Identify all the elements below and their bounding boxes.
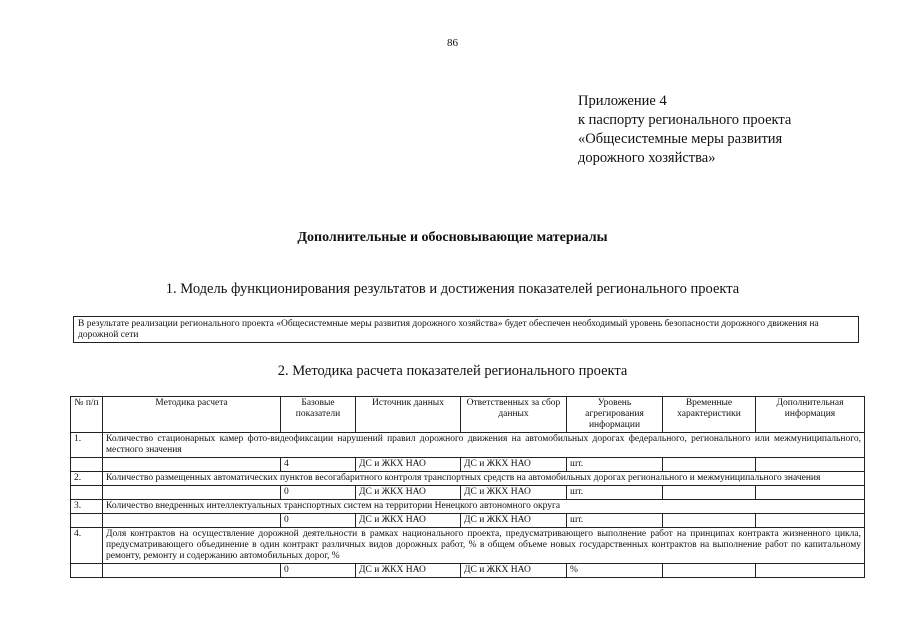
responsible: ДС и ЖКХ НАО	[461, 514, 567, 528]
table-row-values	[71, 486, 865, 500]
row-description: Количество внедренных интеллектуальных транспортных систем на территории Ненецкого автономного округа	[103, 500, 865, 514]
table-header-row	[71, 397, 865, 433]
data-source: ДС и ЖКХ НАО	[356, 564, 461, 578]
row-description: Количество стационарных камер фото-видеофиксации нарушений правил дорожного движения на автомобильных дорогах федерального, регионального или межмуниципального, местного значения	[103, 433, 865, 458]
aggregation-level: шт.	[567, 486, 663, 500]
empty-cell	[103, 514, 281, 528]
row-number: 1.	[71, 433, 103, 458]
table-row-values	[71, 564, 865, 578]
appendix-line: Приложение 4	[578, 93, 667, 109]
aggregation-level: шт.	[567, 458, 663, 472]
base-value: 0	[281, 514, 356, 528]
table-row-values	[71, 514, 865, 528]
table-row-values	[71, 458, 865, 472]
section-2-heading: 2. Методика расчета показателей регионального проекта	[277, 363, 628, 379]
time-characteristics	[663, 514, 756, 528]
table-row	[71, 472, 865, 486]
aggregation-level: %	[567, 564, 663, 578]
data-source: ДС и ЖКХ НАО	[356, 514, 461, 528]
header-time: Временные характеристики	[663, 397, 756, 433]
extra-info	[756, 458, 865, 472]
data-source: ДС и ЖКХ НАО	[356, 458, 461, 472]
section-1-text-box: В результате реализации регионального проекта «Общесистемные меры развития дорожного хозяйства» будет обеспечен необходимый уровень безопасности дорожного движения на дорожной сети	[73, 316, 859, 343]
header-responsible: Ответственных за сбор данных	[461, 397, 567, 433]
header-extra: Дополнительная информация	[756, 397, 865, 433]
base-value: 0	[281, 486, 356, 500]
time-characteristics	[663, 458, 756, 472]
document-title: Дополнительные и обосновывающие материалы	[297, 230, 608, 245]
time-characteristics	[663, 564, 756, 578]
table-row	[71, 500, 865, 514]
aggregation-level: шт.	[567, 514, 663, 528]
methods-table	[70, 396, 865, 578]
row-number: 4.	[71, 528, 103, 564]
empty-cell	[71, 564, 103, 578]
extra-info	[756, 564, 865, 578]
section-1-heading: 1. Модель функционирования результатов и достижения показателей регионального проекта	[165, 281, 740, 297]
table-row	[71, 433, 865, 458]
header-method: Методика расчета	[103, 397, 281, 433]
row-description: Доля контрактов на осуществление дорожной деятельности в рамках национального проекта, предусматривающего выполнение работ на принципах контракта жизненного цикла, предусматривающего объединение в один контракт различных видов дорожных работ, % в общем объеме новых государственных контрактов на выполнение работ по капитальному ремонту, ремонту и содержанию автомобильных дорог, %	[103, 528, 865, 564]
table-row	[71, 528, 865, 564]
empty-cell	[71, 514, 103, 528]
appendix-line: «Общесистемные меры развития	[578, 131, 783, 147]
responsible: ДС и ЖКХ НАО	[461, 564, 567, 578]
row-number: 2.	[71, 472, 103, 486]
header-num: № п/п	[71, 397, 103, 433]
page-number: 86	[447, 37, 458, 49]
empty-cell	[103, 564, 281, 578]
extra-info	[756, 486, 865, 500]
empty-cell	[103, 458, 281, 472]
responsible: ДС и ЖКХ НАО	[461, 486, 567, 500]
base-value: 4	[281, 458, 356, 472]
header-level: Уровень агрегирования информации	[567, 397, 663, 433]
time-characteristics	[663, 486, 756, 500]
base-value: 0	[281, 564, 356, 578]
data-source: ДС и ЖКХ НАО	[356, 486, 461, 500]
appendix-line: дорожного хозяйства»	[578, 150, 716, 166]
header-base: Базовые показатели	[281, 397, 356, 433]
row-description: Количество размещенных автоматических пунктов весогабаритного контроля транспортных средств на автомобильных дорогах регионального и межмуниципального значения	[103, 472, 865, 486]
appendix-line: к паспорту регионального проекта	[578, 112, 792, 128]
extra-info	[756, 514, 865, 528]
empty-cell	[71, 458, 103, 472]
header-source: Источник данных	[356, 397, 461, 433]
row-number: 3.	[71, 500, 103, 514]
appendix-note	[578, 92, 898, 168]
empty-cell	[103, 486, 281, 500]
empty-cell	[71, 486, 103, 500]
responsible: ДС и ЖКХ НАО	[461, 458, 567, 472]
